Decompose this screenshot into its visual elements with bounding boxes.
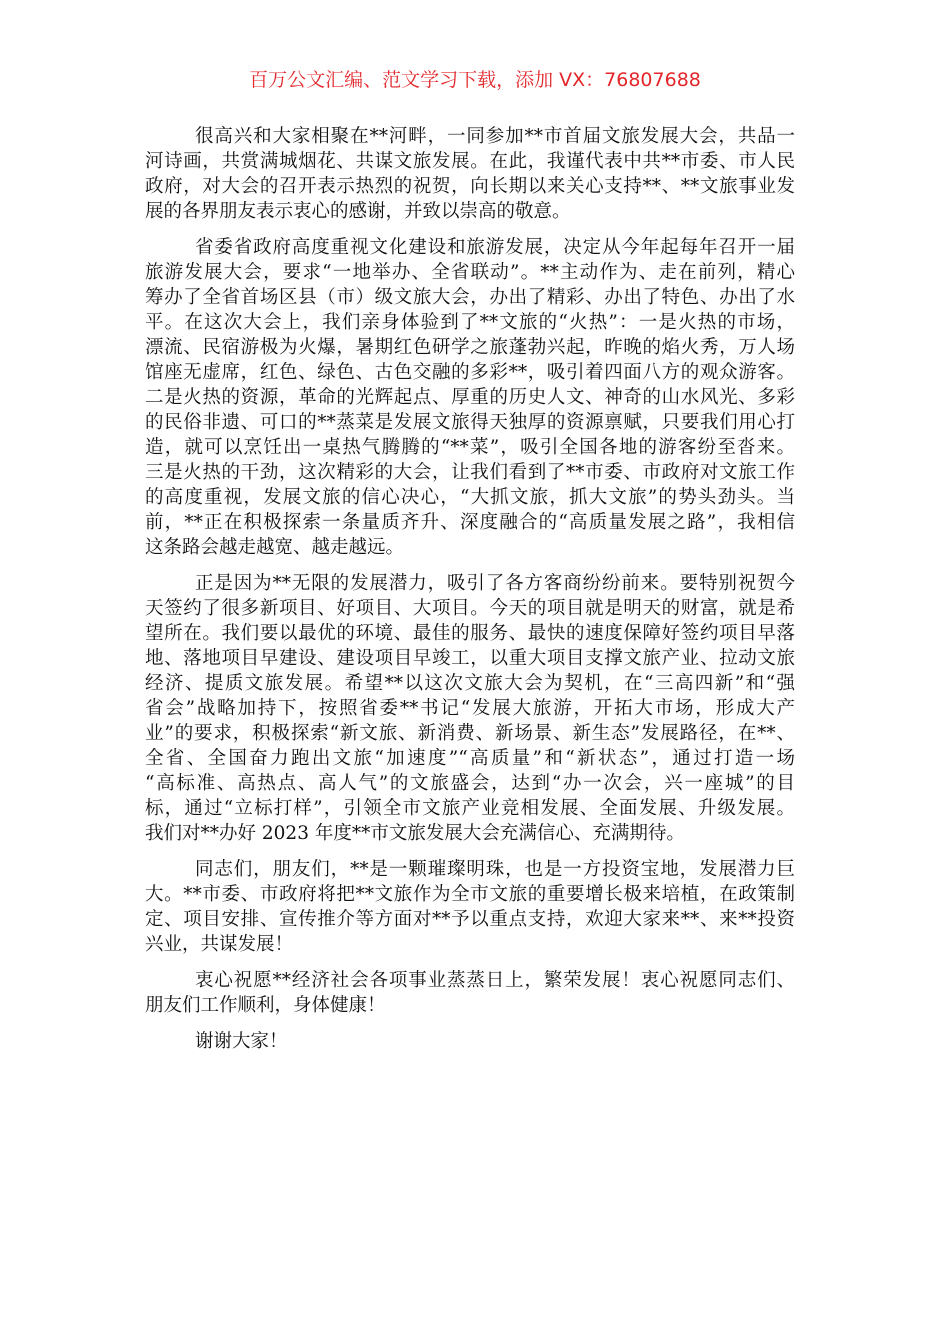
paragraph-line: 衷心祝愿**经济社会各项事业蒸蒸日上，繁荣发展！衷心祝愿同志们、 (195, 970, 795, 991)
paragraph-line: 经济、提质文旅发展。希望**以这次文旅大会为契机，在“三高四新”和“强 (145, 673, 795, 694)
paragraph-line: 大。**市委、市政府将把**文旅作为全市文旅的重要增长极来培植，在政策制 (145, 884, 795, 905)
paragraph-line: 省会”战略加持下，按照省委**书记“发展大旅游，开拓大市场，形成大产 (145, 698, 795, 719)
paragraph-line: 我们对**办好 2023 年度**市文旅发展大会充满信心、充满期待。 (145, 823, 685, 844)
paragraph-line: 展的各界朋友表示衷心的感谢，并致以崇高的敬意。 (145, 201, 571, 222)
paragraph-line: 很高兴和大家相聚在**河畔，一同参加**市首届文旅发展大会，共品一 (195, 126, 795, 147)
paragraph-line: 谢谢大家！ (195, 1031, 288, 1052)
speech-body (145, 124, 795, 1065)
paragraph-line: 造，就可以烹饪出一桌热气腾腾的“**菜”，吸引全国各地的游客纷至沓来。 (145, 437, 795, 458)
paragraph-line: 二是火热的资源，革命的光辉起点、厚重的历史人文、神奇的山水风光、多彩 (145, 387, 795, 408)
paragraph-line: 标，通过“立标打样”，引领全市文旅产业竞相发展、全面发展、升级发展。 (145, 798, 795, 819)
paragraph-line: 河诗画，共赏满城烟花、共谋文旅发展。在此，我谨代表中共**市委、市人民 (145, 151, 795, 172)
paragraph-line: 兴业，共谋发展！ (145, 934, 294, 955)
paragraph-line: 这条路会越走越宽、越走越远。 (145, 537, 405, 558)
paragraph-line: 地、落地项目早建设、建设项目早竣工，以重大项目支撑文旅产业、拉动文旅 (145, 648, 795, 669)
paragraph-line: 同志们，朋友们，**是一颗璀璨明珠，也是一方投资宝地，发展潜力巨 (195, 859, 795, 880)
paragraph (145, 235, 795, 560)
paragraph-line: 正是因为**无限的发展潜力，吸引了各方客商纷纷前来。要特别祝贺今 (195, 573, 795, 594)
paragraph (145, 968, 795, 1018)
paragraph-line: 朋友们工作顺利，身体健康！ (145, 995, 386, 1016)
paragraph-line: 的民俗非遗、可口的**蒸菜是发展文旅得天独厚的资源禀赋，只要我们用心打 (145, 412, 795, 433)
paragraph (145, 124, 795, 224)
paragraph-line: 省委省政府高度重视文化建设和旅游发展，决定从今年起每年召开一届 (195, 237, 795, 258)
paragraph-line: 全省、全国奋力跑出文旅“加速度”“高质量”和“新状态”，通过打造一场 (145, 748, 795, 769)
paragraph-line: 平。在这次大会上，我们亲身体验到了**文旅的“火热”：一是火热的市场， (145, 312, 795, 333)
paragraph-line: 三是火热的干劲，这次精彩的大会，让我们看到了**市委、市政府对文旅工作 (145, 462, 795, 483)
paragraph-line: 漂流、民宿游极为火爆，暑期红色研学之旅蓬勃兴起，昨晚的焰火秀，万人场 (145, 337, 795, 358)
paragraph-line: 的高度重视，发展文旅的信心决心，“大抓文旅，抓大文旅”的势头劲头。当 (145, 487, 795, 508)
paragraph-line: 馆座无虚席，红色、绿色、古色交融的多彩**，吸引着四面八方的观众游客。 (145, 362, 795, 383)
download-banner: 百万公文汇编、范文学习下载，添加 VX：76807688 (249, 69, 701, 91)
paragraph-line: 业”的要求，积极探索“新文旅、新消费、新场景、新生态”发展路径，在**、 (145, 723, 795, 744)
paragraph-line: 定、项目安排、宣传推介等方面对**予以重点支持，欢迎大家来**、来**投资 (145, 909, 795, 930)
paragraph (145, 571, 795, 846)
paragraph-line: 旅游发展大会，要求“一地举办、全省联动”。**主动作为、走在前列，精心 (145, 262, 795, 283)
paragraph (145, 1029, 795, 1054)
paragraph-line: 政府，对大会的召开表示热烈的祝贺，向长期以来关心支持**、**文旅事业发 (145, 176, 795, 197)
paragraph-line: 前，**正在积极探索一条量质齐升、深度融合的“高质量发展之路”，我相信 (145, 512, 795, 533)
paragraph-line: “高标准、高热点、高人气”的文旅盛会，达到“办一次会，兴一座城”的目 (145, 773, 795, 794)
paragraph (145, 857, 795, 957)
paragraph-line: 天签约了很多新项目、好项目、大项目。今天的项目就是明天的财富，就是希 (145, 598, 795, 619)
paragraph-line: 筹办了全省首场区县（市）级文旅大会，办出了精彩、办出了特色、办出了水 (145, 287, 795, 308)
paragraph-line: 望所在。我们要以最优的环境、最佳的服务、最快的速度保障好签约项目早落 (145, 623, 795, 644)
